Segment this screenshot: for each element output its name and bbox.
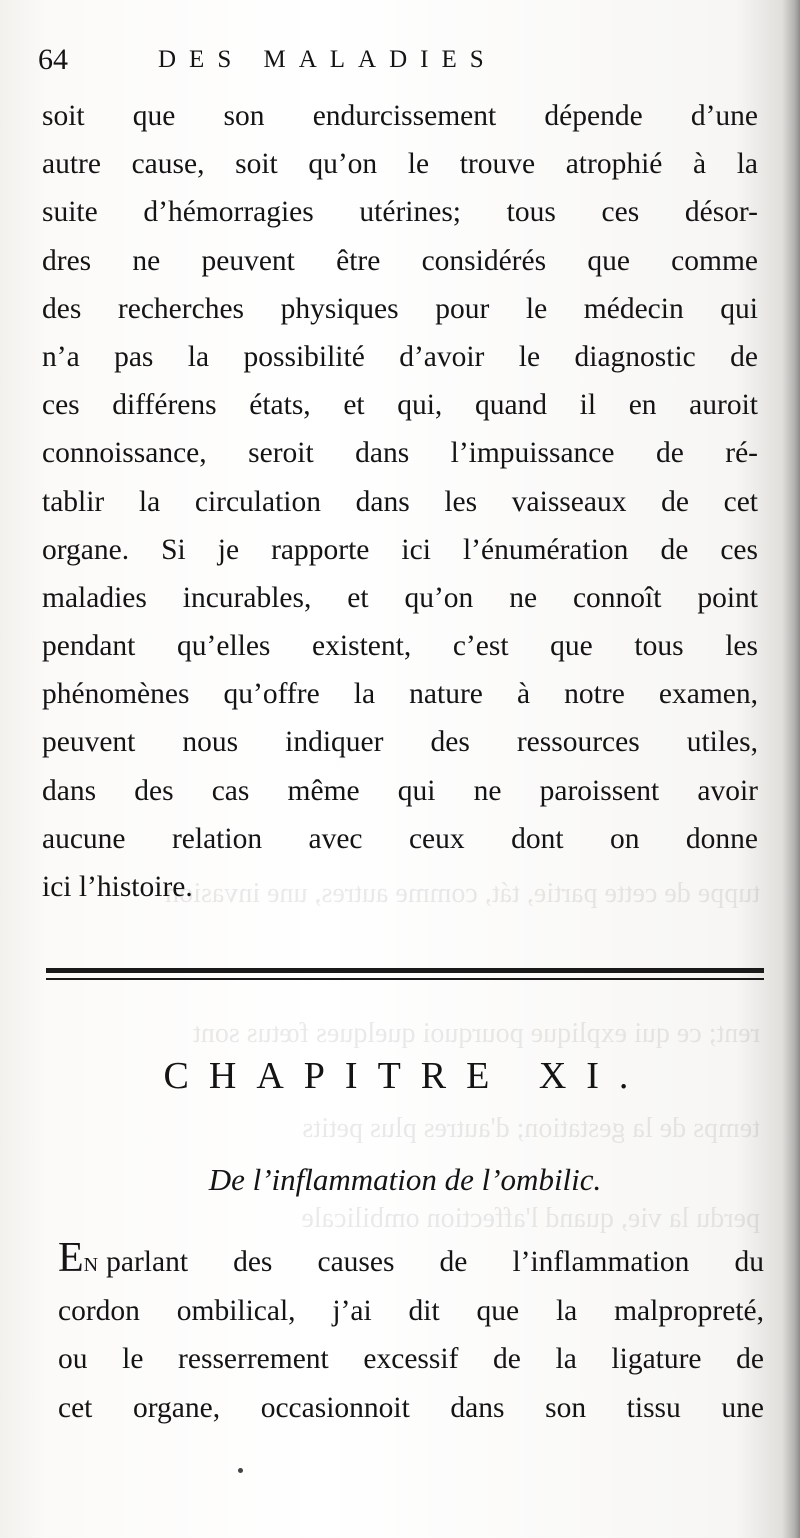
text-line: organe. Si je rapporte ici l’énumération de ces	[42, 533, 758, 566]
show-through-text: rent; ce qui explique pourquoi quelques fœtus sont	[193, 1018, 760, 1049]
show-through-text: temps de la gestation; d'autres plus petits	[302, 1113, 760, 1144]
running-head-title: DES MALADIES	[158, 46, 497, 73]
page-edge-shadow	[782, 0, 800, 1538]
text-line: dres ne peuvent être considérés que comme	[42, 244, 758, 277]
text-line: ici l’histoire.	[42, 871, 193, 903]
text-line: phénomènes qu’offre la nature à notre examen,	[42, 678, 758, 711]
text-line: maladies incurables, et qu’on ne connoît point	[42, 581, 758, 614]
ink-speck	[238, 1468, 243, 1473]
chapter-subtitle: De l’inflammation de l’ombilic.	[208, 1162, 602, 1197]
chapter-title: CHAPITRE XI.	[163, 1055, 649, 1097]
show-through-text: tuppe de cette partie, tát, comme autres, une invasion	[165, 878, 760, 909]
text-line: suite d’hémorragies utérines; tous ces désor-	[42, 196, 758, 229]
text-line: ces différens états, et qui, quand il en auroit	[42, 389, 758, 422]
paragraph-1	[42, 92, 758, 911]
section-divider	[46, 968, 764, 984]
chapter-paragraph	[58, 1235, 764, 1432]
text-line: dans des cas même qui ne paroissent avoir	[42, 774, 758, 807]
text-line: cet organe, occasionnoit dans son tissu une	[58, 1391, 764, 1424]
text-line: tablir la circulation dans les vaisseaux de cet	[42, 485, 758, 518]
text-line: peuvent nous indiquer des ressources utiles,	[42, 726, 758, 759]
text-line: soit que son endurcissement dépende d’une	[42, 100, 758, 132]
text-line: ou le resserrement excessif de la ligature de	[58, 1343, 764, 1375]
text-line: aucune relation avec ceux dont on donne	[42, 822, 758, 855]
text-line: pendant qu’elles existent, c’est que tous les	[42, 630, 758, 663]
text-line: des recherches physiques pour le médecin qui	[42, 292, 758, 325]
show-through-text: perdu la vie, quand l'affection ombilicale	[301, 1203, 760, 1234]
text-line-first	[58, 1235, 764, 1287]
text-line: connoissance, seroit dans l’impuissance de ré-	[42, 437, 758, 470]
drop-cap-rest: N	[83, 1254, 103, 1276]
divider-thick-rule	[46, 968, 764, 973]
page-number: 64	[38, 43, 68, 76]
drop-cap: E	[58, 1235, 84, 1281]
divider-thin-rule	[46, 978, 764, 980]
running-head	[38, 40, 758, 80]
text-line: n’a pas la possibilité d’avoir le diagnostic de	[42, 340, 758, 373]
text-line: autre cause, soit qu’on le trouve atrophié à la	[42, 148, 758, 181]
text-line: cordon ombilical, j’ai dit que la malpropreté,	[58, 1294, 764, 1327]
first-line-text: parlant des causes de l’inflammation du	[106, 1246, 764, 1278]
